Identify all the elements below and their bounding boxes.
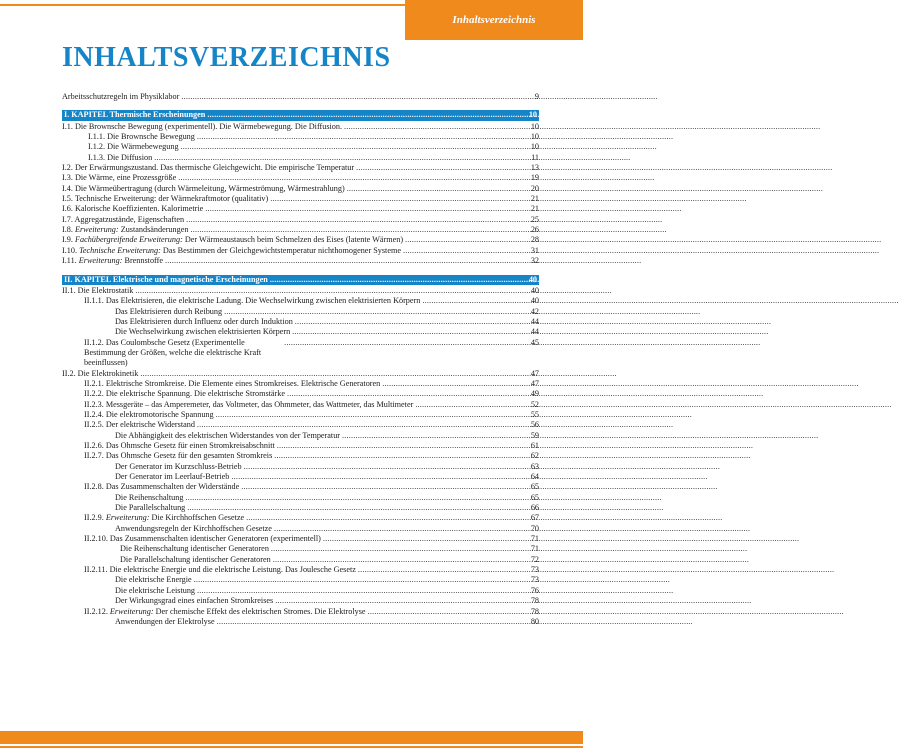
dot-leader bbox=[275, 596, 529, 606]
toc-entry-title: Der Generator im Leerlauf-Betrieb bbox=[115, 472, 230, 482]
dot-leader bbox=[190, 225, 528, 235]
toc-entry[interactable] bbox=[62, 235, 539, 245]
dot-leader bbox=[197, 586, 529, 596]
toc-page-number: 40 bbox=[528, 274, 537, 284]
toc-entry[interactable] bbox=[62, 400, 539, 410]
dot-leader bbox=[181, 92, 529, 102]
toc-entry[interactable] bbox=[62, 420, 539, 430]
toc-entry-title: II.2.9. Erweiterung: Die Kirchhoffschen Gesetze bbox=[84, 513, 245, 523]
toc-page-number: 44 bbox=[530, 316, 539, 326]
section-header-tab bbox=[405, 0, 583, 40]
toc-entry-title: II.2.2. Die elektrische Spannung. Die elektrische Stromstärke bbox=[84, 389, 285, 399]
toc-entry-title: II.1.2. Das Coulombsche Gesetz (Experimentelle Bestimmung der Größen, welche die elektrische Kraft beeinflussen) bbox=[84, 337, 262, 368]
toc-page-number: 78 bbox=[530, 606, 539, 616]
toc-entry-title: Die Wechselwirkung zwischen elektrisierten Körpern bbox=[115, 327, 291, 337]
toc-page-number: 21 bbox=[530, 194, 539, 204]
toc-page-number: 64 bbox=[530, 472, 539, 482]
toc-entry[interactable] bbox=[62, 472, 539, 482]
toc-entry-title: II.2.5. Der elektrische Widerstand bbox=[84, 420, 195, 430]
toc-entry[interactable] bbox=[62, 132, 539, 142]
section-label: Inhaltsverzeichnis bbox=[452, 14, 536, 26]
dot-leader bbox=[270, 275, 527, 285]
toc-entry[interactable] bbox=[62, 575, 539, 585]
dot-leader bbox=[323, 534, 529, 544]
dot-leader bbox=[295, 317, 529, 327]
toc-entry-title: II.1. Die Elektrostatik bbox=[62, 285, 134, 295]
toc-page-number: 11 bbox=[531, 152, 539, 162]
dot-leader bbox=[342, 431, 529, 441]
dot-leader bbox=[405, 235, 529, 245]
toc-page-number: 19 bbox=[530, 173, 539, 183]
toc-page-number: 47 bbox=[530, 368, 539, 378]
toc-entry[interactable] bbox=[62, 617, 539, 627]
toc-entry-title: II.2.12. Erweiterung: Der chemische Effekt des elektrischen Stromes. Die Elektrolyse bbox=[84, 606, 366, 616]
toc-page-number: 59 bbox=[530, 430, 539, 440]
toc-page-number: 61 bbox=[530, 441, 539, 450]
toc-entry-title: II.2.10. Das Zusammenschalten identischer Generatoren (experimentell) bbox=[84, 534, 321, 544]
toc-entry-title: I.10. Technische Erweiterung: Das Bestimmen der Gleichgewichtstemperatur nichthomogener Systeme bbox=[62, 245, 401, 255]
toc-page-number: 63 bbox=[530, 461, 539, 471]
toc-entry-title: I.1.3. Die Diffusion bbox=[88, 152, 153, 162]
toc-entry-title: II.2.11. Die elektrische Energie und die elektrische Leistung. Das Joulesche Gesetz bbox=[84, 565, 356, 575]
toc-entry-title: I.2. Der Erwärmungszustand. Das thermische Gleichgewicht. Die empirische Temperatur bbox=[62, 163, 355, 173]
toc-entry-title: Die Parallelschaltung identischer Generatoren bbox=[120, 554, 271, 564]
toc-page-number: 40 bbox=[530, 296, 539, 306]
toc-entry[interactable] bbox=[62, 307, 539, 317]
toc-page-number: 70 bbox=[530, 523, 539, 533]
toc-page-number: 73 bbox=[530, 565, 539, 575]
toc-entry[interactable] bbox=[62, 338, 539, 369]
toc-entry[interactable] bbox=[62, 482, 539, 492]
toc-entry-title: II.2.3. Messgeräte – das Amperemeter, das Voltmeter, das Ohmmeter, das Wattmeter, das Multimeter bbox=[84, 399, 414, 409]
dot-leader bbox=[344, 122, 529, 132]
toc-page-number: 47 bbox=[530, 378, 539, 388]
toc-entry[interactable] bbox=[62, 173, 539, 183]
toc-page-number: 10 bbox=[530, 142, 539, 152]
toc-entry-title: I.9. Fachübergreifende Erweiterung: Der Wärmeaustausch beim Schmelzen des Eises (latente Wärmen) bbox=[62, 235, 404, 245]
dot-leader bbox=[244, 462, 529, 472]
toc-entry[interactable] bbox=[62, 163, 539, 173]
dot-leader bbox=[231, 472, 528, 482]
dot-leader bbox=[422, 296, 528, 306]
toc-page-number: 26 bbox=[530, 225, 539, 235]
toc-entry-title: Das Elektrisieren durch Influenz oder durch Induktion bbox=[115, 316, 293, 326]
toc-page-number: 32 bbox=[530, 256, 539, 266]
dot-leader bbox=[197, 132, 529, 142]
toc-page-number: 65 bbox=[530, 492, 539, 502]
toc-entry[interactable] bbox=[62, 142, 539, 152]
toc-chapter-row[interactable] bbox=[62, 275, 539, 285]
toc-entry-title: II.2.1. Elektrische Stromkreise. Die Elemente eines Stromkreises. Elektrische Generatoren bbox=[84, 378, 381, 388]
toc-page-number: 10 bbox=[530, 132, 539, 142]
toc-entry-title: I.6. Kalorische Koeffizienten. Kalorimetrie bbox=[62, 204, 204, 214]
toc-page-number: 45 bbox=[530, 337, 539, 347]
dot-leader bbox=[358, 565, 529, 575]
toc-entry[interactable] bbox=[62, 184, 539, 194]
toc-page-number: 71 bbox=[530, 534, 539, 544]
dot-leader bbox=[403, 246, 529, 256]
toc-entry[interactable] bbox=[62, 586, 539, 596]
toc-page-number: 44 bbox=[530, 327, 539, 337]
toc-page-number: 71 bbox=[530, 544, 539, 554]
toc-entry[interactable] bbox=[62, 524, 539, 534]
toc-entry[interactable] bbox=[62, 493, 539, 503]
toc-entry[interactable] bbox=[62, 317, 539, 327]
dot-leader bbox=[274, 451, 529, 461]
toc-entry[interactable] bbox=[62, 296, 539, 306]
toc-entry-title: I.1.1. Die Brownsche Bewegung bbox=[88, 132, 195, 142]
toc-entry-title: I.1.2. Die Wärmebewegung bbox=[88, 142, 179, 152]
bottom-accent-bar bbox=[0, 731, 583, 744]
dot-leader bbox=[205, 204, 529, 214]
toc-entry[interactable] bbox=[62, 327, 539, 337]
toc-entry-title: Die Reihenschaltung identischer Generatoren bbox=[120, 544, 269, 554]
toc-page-number: 10 bbox=[528, 110, 537, 120]
dot-leader bbox=[217, 617, 529, 627]
toc-entry[interactable] bbox=[62, 194, 539, 204]
dot-leader bbox=[187, 503, 529, 513]
toc-entry[interactable] bbox=[62, 225, 539, 235]
page-title: INHALTSVERZEICHNIS bbox=[62, 42, 391, 73]
dot-leader bbox=[246, 513, 529, 523]
dot-leader bbox=[135, 286, 528, 296]
toc-page-number: 9 bbox=[534, 92, 539, 101]
dot-leader bbox=[140, 369, 528, 379]
toc-entry[interactable] bbox=[62, 256, 539, 266]
dot-leader bbox=[287, 389, 529, 399]
toc-entry[interactable] bbox=[62, 246, 539, 256]
toc-entry-title: Die elektrische Leistung bbox=[115, 585, 196, 595]
toc-entry-title: II.2.6. Das Ohmsche Gesetz für einen Stromkreisabschnitt bbox=[84, 441, 275, 450]
toc-entry[interactable] bbox=[62, 462, 539, 472]
toc-entry-title: Der Wirkungsgrad eines einfachen Stromkreises bbox=[115, 596, 274, 606]
toc-page-number: 20 bbox=[530, 183, 539, 193]
toc-entry-title: Arbeitsschutzregeln im Physiklabor bbox=[62, 92, 180, 101]
toc-entry[interactable] bbox=[62, 204, 539, 214]
dot-leader bbox=[216, 410, 529, 420]
dot-leader bbox=[186, 215, 529, 225]
toc-page-number: 49 bbox=[530, 389, 539, 399]
toc-entry[interactable] bbox=[62, 451, 539, 461]
toc-page-number: 10 bbox=[530, 121, 539, 131]
toc-page-number: 55 bbox=[530, 409, 539, 419]
dot-leader bbox=[292, 327, 529, 337]
dot-leader bbox=[224, 307, 529, 317]
toc-entry[interactable] bbox=[62, 431, 539, 441]
toc-page-number: 42 bbox=[530, 306, 539, 316]
toc-page-number: 62 bbox=[530, 451, 539, 461]
toc-entry-title: Die Parallelschaltung bbox=[115, 503, 186, 513]
toc-page-number: 66 bbox=[530, 503, 539, 513]
toc-entry[interactable] bbox=[62, 286, 539, 296]
toc-entry[interactable] bbox=[62, 215, 539, 225]
toc-page-number: 28 bbox=[530, 235, 539, 245]
dot-leader bbox=[154, 153, 529, 163]
dot-leader bbox=[194, 575, 529, 585]
toc-page-number: 73 bbox=[530, 575, 539, 585]
toc-entry-title: I.8. Erweiterung: Zustandsänderungen bbox=[62, 225, 189, 235]
toc-entry[interactable] bbox=[62, 92, 539, 102]
toc-page-number: 21 bbox=[530, 204, 539, 214]
toc-entry[interactable] bbox=[62, 596, 539, 606]
toc-page-number: 78 bbox=[530, 596, 539, 606]
toc-entry[interactable] bbox=[62, 153, 539, 163]
dot-leader bbox=[356, 163, 529, 173]
toc-entry-title: II.1.1. Das Elektrisieren, die elektrische Ladung. Die Wechselwirkung zwischen elektrisierten Körpern bbox=[84, 296, 421, 306]
table-of-contents bbox=[62, 92, 539, 627]
toc-entry[interactable] bbox=[62, 369, 539, 379]
toc-entry-title: II.2.8. Das Zusammenschalten der Widerstände bbox=[84, 482, 240, 492]
toc-entry[interactable] bbox=[62, 607, 539, 617]
toc-entry[interactable] bbox=[62, 544, 539, 554]
toc-entry-title: Die Abhängigkeit des elektrischen Widerstandes von der Temperatur bbox=[115, 430, 341, 440]
dot-leader bbox=[178, 173, 529, 183]
toc-entry-title: I.11. Erweiterung: Brennstoffe bbox=[62, 256, 163, 266]
toc-entry-title: Das Elektrisieren durch Reibung bbox=[115, 306, 223, 316]
toc-entry[interactable] bbox=[62, 410, 539, 420]
dot-leader bbox=[277, 441, 529, 451]
toc-page-number: 52 bbox=[530, 399, 539, 409]
toc-entry-title: II. KAPITEL Elektrische und magnetische Erscheinungen bbox=[64, 274, 268, 284]
toc-entry-title: Die Reihenschaltung bbox=[115, 492, 184, 502]
toc-entry-title: I. KAPITEL Thermische Erscheinungen bbox=[64, 110, 206, 120]
dot-leader bbox=[207, 110, 526, 120]
dot-leader bbox=[368, 607, 529, 617]
toc-entry-title: I.4. Die Wärmeübertragung (durch Wärmeleitung, Wärmeströmung, Wärmestrahlung) bbox=[62, 183, 345, 193]
toc-entry[interactable] bbox=[62, 503, 539, 513]
toc-entry[interactable] bbox=[62, 441, 539, 451]
toc-page-number: 40 bbox=[530, 285, 539, 295]
dot-leader bbox=[241, 482, 529, 492]
dot-leader bbox=[274, 524, 529, 534]
toc-entry[interactable] bbox=[62, 555, 539, 565]
toc-entry[interactable] bbox=[62, 379, 539, 389]
dot-leader bbox=[273, 555, 529, 565]
dot-leader bbox=[181, 142, 529, 152]
toc-page-number: 13 bbox=[530, 163, 539, 173]
toc-entry-title: Der Generator im Kurzschluss-Betrieb bbox=[115, 461, 242, 471]
toc-entry[interactable] bbox=[62, 534, 539, 544]
dot-leader bbox=[165, 256, 529, 266]
toc-entry-title: II.2. Die Elektrokinetik bbox=[62, 368, 139, 378]
toc-page-number: 67 bbox=[530, 513, 539, 523]
toc-page-number: 76 bbox=[530, 585, 539, 595]
toc-page-number: 56 bbox=[530, 420, 539, 430]
toc-entry[interactable] bbox=[62, 565, 539, 575]
toc-entry[interactable] bbox=[62, 122, 539, 132]
toc-page-number: 25 bbox=[530, 214, 539, 224]
dot-leader bbox=[271, 544, 529, 554]
toc-entry-title: II.2.4. Die elektromotorische Spannung bbox=[84, 409, 214, 419]
toc-page-number: 72 bbox=[530, 554, 539, 564]
dot-leader bbox=[270, 194, 529, 204]
toc-entry-title: Anwendungen der Elektrolyse bbox=[115, 616, 215, 626]
bottom-accent-line bbox=[0, 746, 583, 748]
toc-entry-title: I.7. Aggregatzustände, Eigenschaften bbox=[62, 214, 185, 224]
toc-entry-title: I.5. Technische Erweiterung: der Wärmekraftmotor (qualitativ) bbox=[62, 194, 269, 204]
toc-entry[interactable] bbox=[62, 389, 539, 399]
dot-leader bbox=[347, 184, 529, 194]
toc-page-number: 31 bbox=[530, 245, 539, 255]
dot-leader bbox=[185, 493, 528, 503]
dot-leader bbox=[415, 400, 529, 410]
toc-page-number: 65 bbox=[530, 482, 539, 492]
toc-entry-title: II.2.7. Das Ohmsche Gesetz für den gesamten Stromkreis bbox=[84, 451, 273, 461]
toc-chapter-row[interactable] bbox=[62, 110, 539, 120]
dot-leader bbox=[284, 338, 529, 348]
toc-entry-title: Anwendungsregeln der Kirchhoffschen Gesetze bbox=[115, 523, 272, 533]
toc-page-number: 80 bbox=[530, 616, 539, 626]
dot-leader bbox=[197, 420, 529, 430]
toc-entry-title: I.1. Die Brownsche Bewegung (experimentell). Die Wärmebewegung. Die Diffusion. bbox=[62, 121, 343, 131]
dot-leader bbox=[382, 379, 529, 389]
toc-entry[interactable] bbox=[62, 513, 539, 523]
toc-entry-title: Die elektrische Energie bbox=[115, 575, 192, 585]
toc-entry-title: I.3. Die Wärme, eine Prozessgröße bbox=[62, 173, 177, 183]
